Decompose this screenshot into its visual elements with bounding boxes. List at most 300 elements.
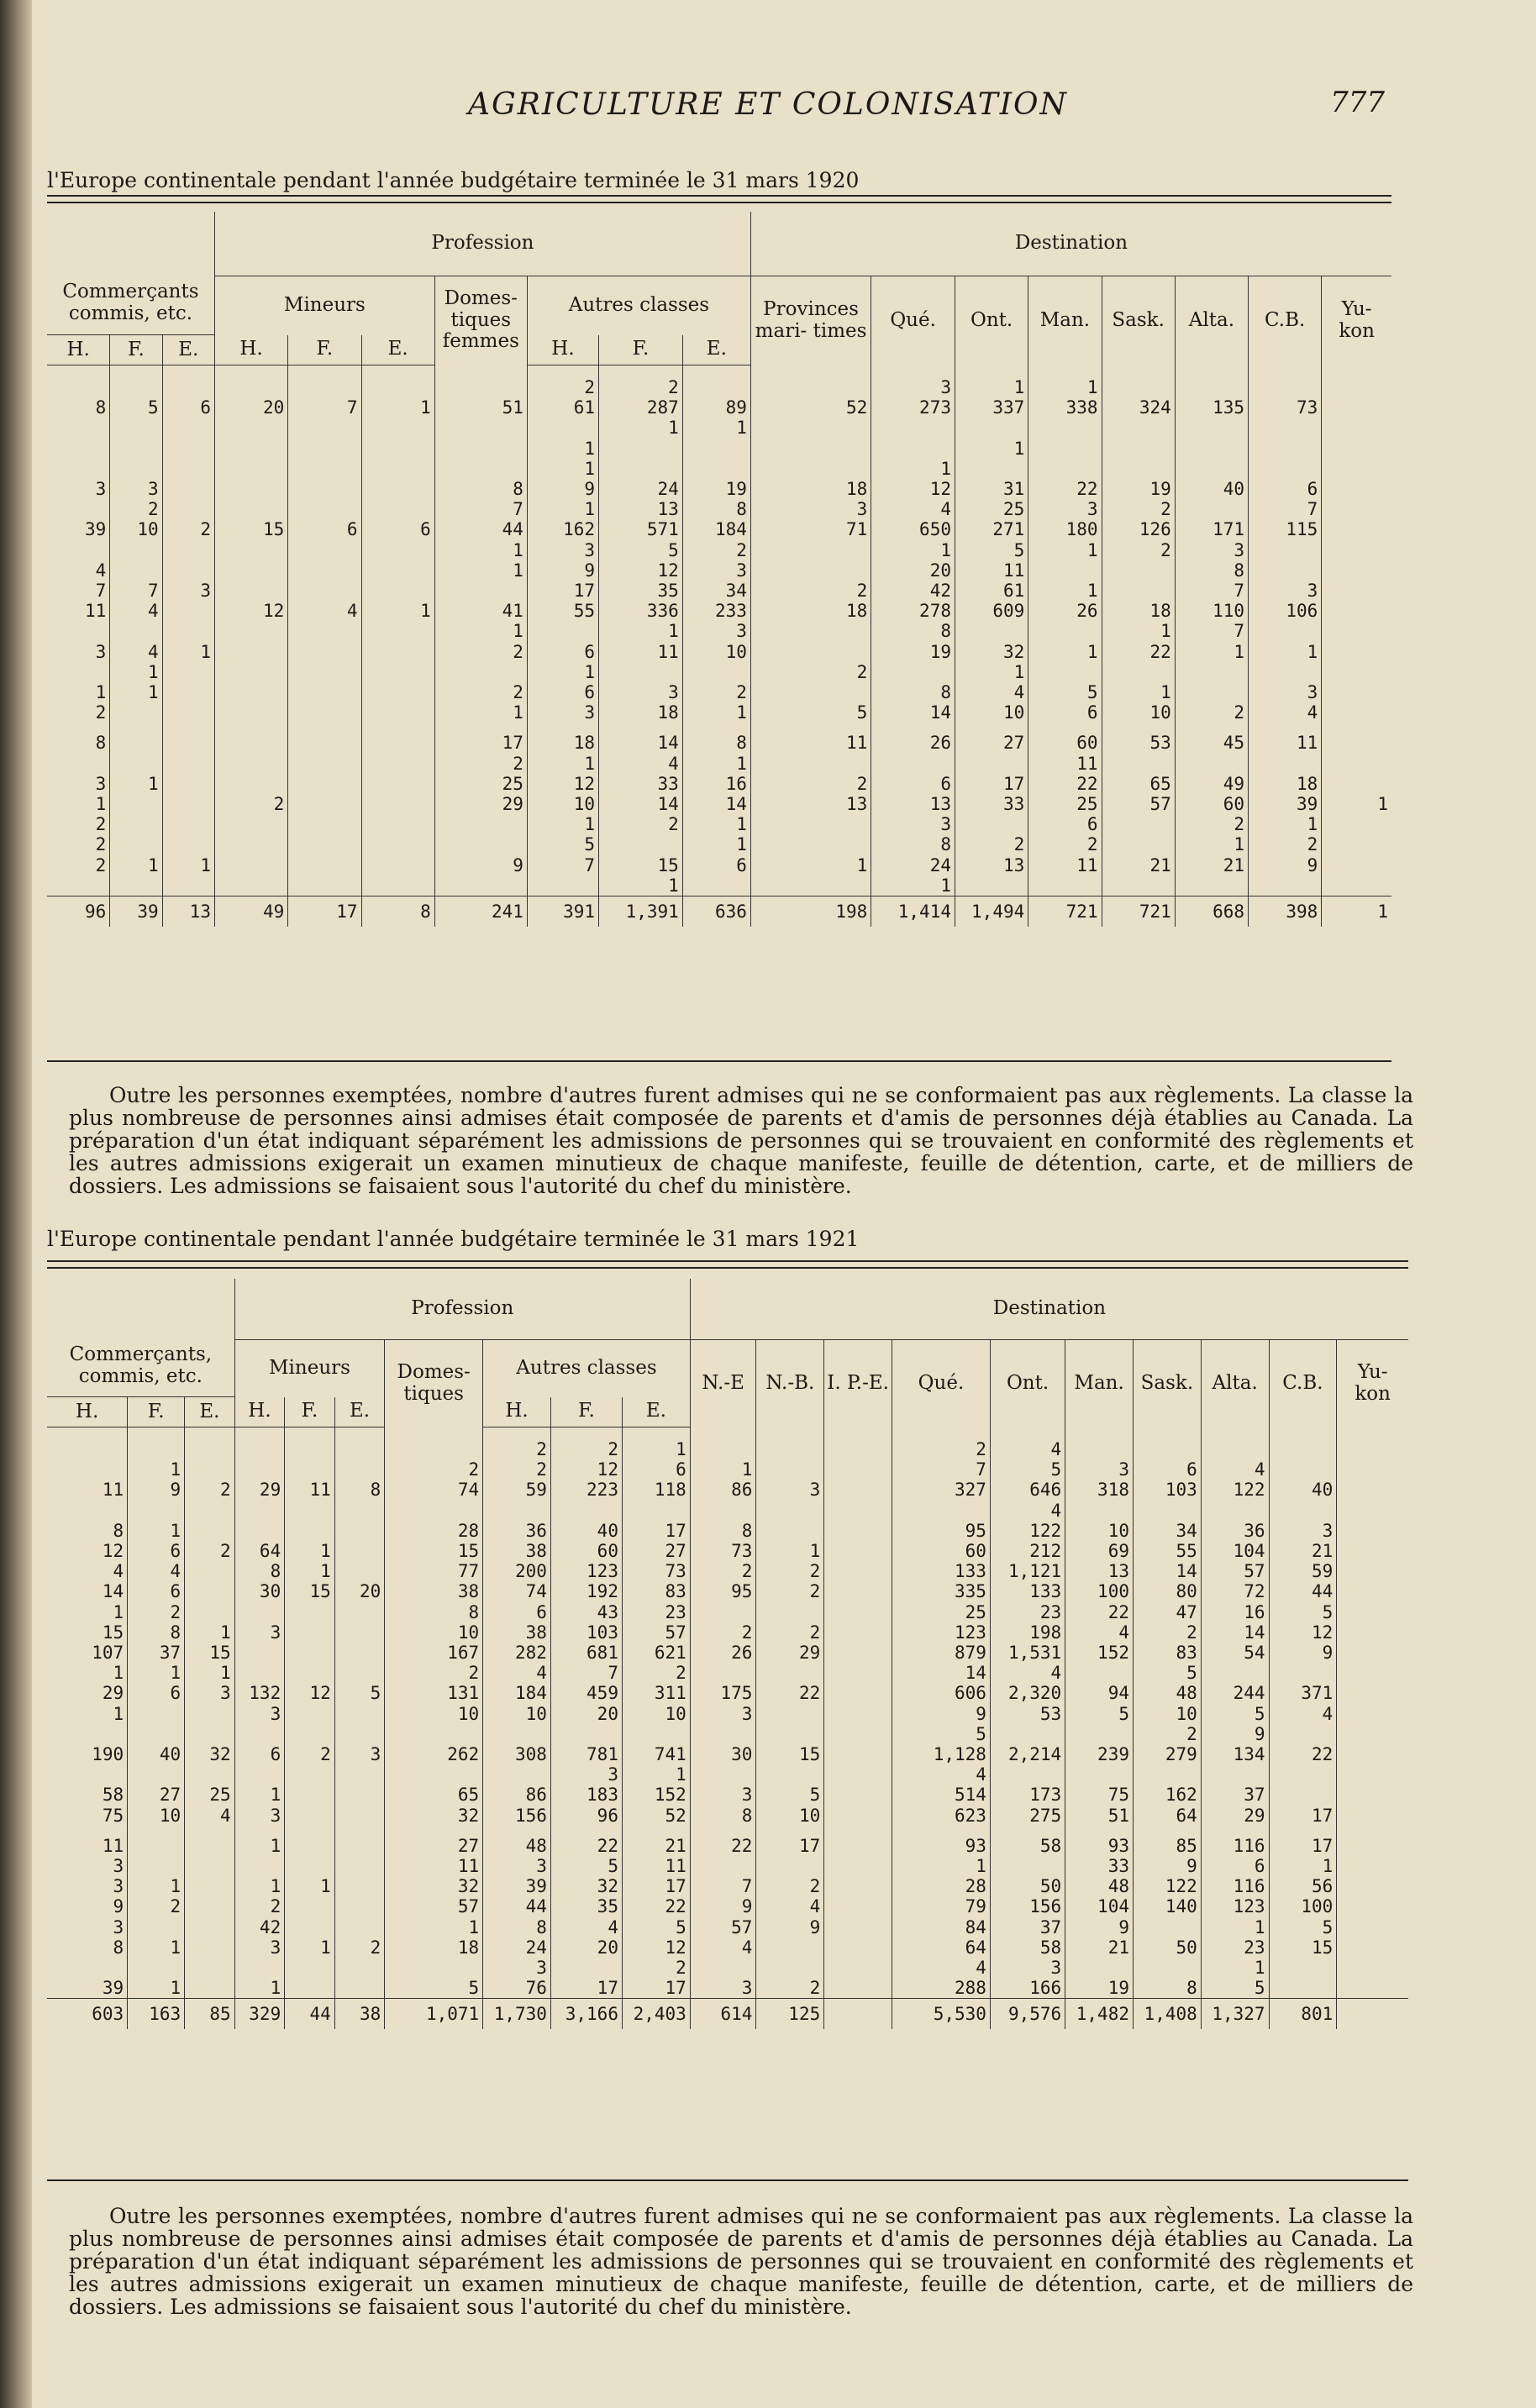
table-cell: 1 (162, 642, 214, 662)
table-cell (334, 1836, 385, 1856)
table-cell (47, 377, 110, 397)
table-cell: 25 (185, 1785, 235, 1805)
table-cell (483, 1427, 551, 1440)
table-cell: 273 (871, 397, 955, 418)
table-cell: 3 (690, 1978, 756, 1999)
table-cell (1322, 814, 1391, 834)
table-cell: 175 (690, 1683, 756, 1703)
table-cell (599, 723, 683, 733)
table-cell: 15 (1269, 1937, 1337, 1958)
table-cell (1322, 581, 1391, 601)
table-cell (824, 1744, 892, 1764)
table-cell: 162 (527, 519, 598, 539)
table-cell (955, 621, 1028, 641)
table-cell (288, 794, 361, 814)
table-cell (824, 1826, 892, 1836)
table-cell (185, 1459, 235, 1480)
table-cell (1028, 365, 1102, 378)
table-cell (128, 1439, 185, 1459)
table-cell (599, 834, 683, 854)
table-cell (1337, 1896, 1408, 1916)
table-cell (1065, 1764, 1134, 1785)
table-cell: 15 (102, 1622, 124, 1643)
table-cell: 2 (128, 1602, 185, 1622)
table-cell: 6 (1249, 479, 1322, 499)
table1-bottom-rule (47, 1060, 1391, 1062)
table-cell: 10 (955, 702, 1028, 723)
table-cell: 25 (1028, 794, 1102, 814)
table-cell: 5 (110, 397, 162, 418)
table-cell: 60 (892, 1541, 991, 1561)
table-cell (550, 1826, 622, 1836)
table-cell: 329 (234, 1999, 285, 2030)
table-cell: 39 (1249, 794, 1322, 814)
table-cell: 1 (682, 834, 750, 854)
table-cell: 5 (599, 540, 683, 560)
table-cell: 1 (1269, 1856, 1337, 1876)
table-cell: 1 (622, 1439, 690, 1459)
table-cell: 1 (128, 1663, 185, 1683)
table-cell: 7 (1175, 621, 1248, 641)
table-cell: 212 (990, 1541, 1065, 1561)
table-cell (990, 1427, 1065, 1440)
table-cell (682, 723, 750, 733)
table-cell: 7 (288, 397, 361, 418)
table-cell (824, 1836, 892, 1856)
table-cell (1249, 459, 1322, 479)
table-cell (288, 621, 361, 641)
table-cell: 1,071 (385, 1999, 483, 2030)
h-header: H. (47, 1397, 128, 1427)
table-cell: 17 (622, 1521, 690, 1541)
table-cell: 4 (110, 601, 162, 621)
table-cell (1322, 540, 1391, 560)
table-cell (288, 875, 361, 896)
table-cell: 3 (162, 581, 214, 601)
table-cell: 59 (483, 1480, 551, 1500)
table-cell: 3 (599, 682, 683, 702)
table-cell (162, 418, 214, 438)
table-cell (1269, 1826, 1337, 1836)
commercants-header: Commerçants, commis, etc. (69, 1343, 213, 1387)
table-cell (756, 1958, 824, 1978)
table-cell (385, 1427, 483, 1440)
table-cell (214, 733, 287, 753)
table-cell (824, 1663, 892, 1683)
table-cell: 39 (85, 519, 107, 540)
table-cell (824, 1724, 892, 1744)
table-cell: 173 (990, 1785, 1065, 1805)
table-cell: 3 (1175, 540, 1248, 560)
table-cell (185, 1896, 235, 1916)
nb-header: N.-B. (756, 1339, 824, 1427)
table-cell (47, 418, 110, 438)
table-row (47, 1501, 1408, 1521)
table-cell (214, 479, 287, 499)
table-cell (162, 682, 214, 702)
table-cell (285, 1439, 335, 1459)
table-cell (434, 834, 527, 854)
table-cell (334, 1917, 385, 1937)
table-cell (288, 365, 361, 378)
table-cell: 4 (990, 1439, 1065, 1459)
table-cell (1175, 377, 1248, 397)
table-cell (110, 794, 162, 814)
table-cell: 1 (892, 1856, 991, 1876)
table-cell: 4 (483, 1663, 551, 1683)
table-cell: 2 (756, 1581, 824, 1601)
table-cell (599, 365, 683, 378)
table-cell (288, 479, 361, 499)
autres-classes-header: Autres classes (527, 276, 750, 335)
table-cell (385, 1958, 483, 1978)
table-cell: 7 (1175, 581, 1248, 601)
table-cell (214, 702, 287, 723)
table-cell: 65 (385, 1785, 483, 1805)
table-cell (47, 1826, 128, 1836)
table-cell: 5 (1133, 1663, 1201, 1683)
table-cell: 2 (234, 1896, 285, 1916)
table-cell (110, 439, 162, 459)
table-cell: 52 (750, 397, 871, 418)
e-header: E. (185, 1397, 235, 1427)
table-row (47, 540, 1391, 560)
table-cell (1337, 1917, 1408, 1937)
table-cell (434, 365, 527, 378)
table-cell: 3 (234, 1622, 285, 1643)
table-cell (527, 418, 598, 438)
table-cell: 122 (1133, 1876, 1201, 1896)
table-cell: 4 (871, 499, 955, 519)
table-cell (1065, 1958, 1134, 1978)
table-row (47, 1541, 1408, 1561)
table-cell (128, 1724, 185, 1744)
table-cell (285, 1704, 335, 1724)
table-cell (288, 560, 361, 581)
table-row (47, 723, 1391, 733)
table-cell: 32 (550, 1876, 622, 1896)
table-cell: 13 (871, 794, 955, 814)
table-cell: 9 (756, 1917, 824, 1937)
table-cell: 5 (385, 1978, 483, 1999)
table-cell: 16 (682, 774, 750, 794)
table-cell: 1 (527, 439, 598, 459)
table-cell (162, 499, 214, 519)
table-cell: 12 (550, 1459, 622, 1480)
table-cell: 244 (1201, 1683, 1269, 1703)
table-cell: 15 (185, 1643, 235, 1663)
table-cell (361, 662, 434, 682)
table-cell (185, 1439, 235, 1459)
e-header: E. (334, 1397, 385, 1427)
table-cell (1322, 621, 1391, 641)
table-cell (110, 459, 162, 479)
table-cell: 84 (892, 1917, 991, 1937)
table-cell (1201, 1439, 1269, 1459)
table-cell: 1 (285, 1937, 335, 1958)
table-cell (1322, 439, 1391, 459)
table-cell (1028, 621, 1102, 641)
table-cell: 44 (1269, 1581, 1337, 1601)
table-cell (1102, 439, 1175, 459)
table-cell (1028, 459, 1102, 479)
table-cell: 3 (95, 479, 107, 500)
table-cell (622, 1427, 690, 1440)
table-cell: 69 (1065, 1541, 1134, 1561)
table-cell: 6 (527, 682, 598, 702)
table-cell: 54 (1201, 1643, 1269, 1663)
table-cell: 10 (1102, 702, 1175, 723)
ont-header: Ont. (990, 1339, 1065, 1427)
table-row (47, 1876, 1408, 1896)
table-row (47, 814, 1391, 834)
table-cell (1028, 439, 1102, 459)
table-cell (361, 754, 434, 774)
table-cell: 287 (599, 397, 683, 418)
table-cell: 24 (599, 479, 683, 499)
table-row (47, 774, 1391, 794)
table-cell (385, 1724, 483, 1744)
table-cell: 11 (750, 733, 871, 753)
table-cell: 3 (483, 1958, 551, 1978)
domestiques-header: Domes- tiques femmes (434, 276, 527, 365)
table-cell (824, 1764, 892, 1785)
table-cell: 18 (599, 702, 683, 723)
alta-header: Alta. (1175, 276, 1248, 365)
table-cell: 2 (756, 1561, 824, 1581)
table-cell (527, 875, 598, 896)
table-cell: 133 (990, 1581, 1065, 1601)
table-cell: 2 (550, 1439, 622, 1459)
table-cell (756, 1826, 824, 1836)
table2-top-rule (47, 1260, 1408, 1269)
table-cell (214, 365, 287, 378)
table-cell: 2 (385, 1459, 483, 1480)
table-cell: 14 (1133, 1561, 1201, 1581)
table-row (47, 621, 1391, 641)
table-cell (434, 875, 527, 896)
table-cell: 7 (95, 581, 107, 602)
table-cell (1065, 1439, 1134, 1459)
table-cell (288, 733, 361, 753)
table-row (47, 418, 1391, 438)
table-cell: 1 (110, 774, 162, 794)
table-cell: 3 (690, 1785, 756, 1805)
table-cell: 93 (892, 1836, 991, 1856)
table-cell: 2,320 (990, 1683, 1065, 1703)
table-cell (361, 365, 434, 378)
table-cell: 40 (128, 1744, 185, 1764)
table-cell: 4 (1249, 702, 1322, 723)
table-cell (162, 875, 214, 896)
table-cell (750, 754, 871, 774)
table-cell: 318 (1065, 1480, 1134, 1500)
table-row (47, 1744, 1408, 1764)
table-cell: 2 (527, 377, 598, 397)
table-cell: 6 (234, 1744, 285, 1764)
table-cell: 20 (334, 1581, 385, 1601)
table-cell (110, 754, 162, 774)
table-cell: 32 (385, 1876, 483, 1896)
table-cell: 4 (1201, 1459, 1269, 1480)
table-cell: 106 (1249, 601, 1322, 621)
table-cell: 1 (95, 794, 107, 815)
table-cell: 64 (892, 1937, 991, 1958)
table-cell (288, 662, 361, 682)
table-cell: 9 (1065, 1917, 1134, 1937)
table-cell (824, 1622, 892, 1643)
table-cell (1102, 365, 1175, 378)
table-cell: 20 (550, 1937, 622, 1958)
table-cell: 14 (892, 1663, 991, 1683)
table-cell: 279 (1133, 1744, 1201, 1764)
table-cell (1322, 418, 1391, 438)
table-cell (185, 1581, 235, 1601)
table-cell: 8 (334, 1480, 385, 1500)
table-cell: 58 (102, 1785, 124, 1806)
table-cell: 6 (871, 774, 955, 794)
table-cell: 10 (110, 519, 162, 539)
table-cell: 2 (434, 642, 527, 662)
table-cell: 21 (1269, 1541, 1337, 1561)
table-cell: 14 (682, 794, 750, 814)
table-cell: 1 (955, 439, 1028, 459)
table-cell: 2 (483, 1459, 551, 1480)
table-cell: 9,576 (990, 1999, 1065, 2030)
table-cell: 3 (1249, 581, 1322, 601)
table-cell: 36 (1201, 1521, 1269, 1541)
table-cell (162, 662, 214, 682)
table-cell: 6 (128, 1581, 185, 1601)
table-cell: 37 (128, 1643, 185, 1663)
table-cell: 1 (128, 1937, 185, 1958)
table-cell: 5 (1201, 1704, 1269, 1724)
table-cell: 311 (622, 1683, 690, 1703)
table-cell (214, 723, 287, 733)
table-cell (47, 723, 110, 733)
table-cell (1102, 459, 1175, 479)
table-cell (361, 642, 434, 662)
table-cell: 636 (682, 896, 750, 928)
table-cell: 1 (871, 875, 955, 896)
table-cell: 1 (234, 1978, 285, 1999)
table-row (47, 1917, 1408, 1937)
table-row (47, 682, 1391, 702)
table-cell (527, 621, 598, 641)
table-cell: 4 (1269, 1704, 1337, 1724)
table-cell: 2 (128, 1896, 185, 1916)
table-cell: 15 (285, 1581, 335, 1601)
table-cell (1201, 1663, 1269, 1683)
table-cell (690, 1501, 756, 1521)
table-cell (234, 1521, 285, 1541)
table-cell: 13 (1065, 1561, 1134, 1581)
table-cell (1028, 560, 1102, 581)
table-cell (1322, 499, 1391, 519)
table-cell (110, 418, 162, 438)
table-cell (434, 662, 527, 682)
table-row (47, 1978, 1408, 1999)
table-cell: 11 (1249, 733, 1322, 753)
table-row (47, 642, 1391, 662)
ne-header: N.-E (690, 1339, 756, 1427)
table-cell: 44 (285, 1999, 335, 2030)
table-cell (385, 1826, 483, 1836)
table-cell: 5 (527, 834, 598, 854)
table-cell: 11 (385, 1856, 483, 1876)
table-cell (1175, 723, 1248, 733)
table-row (47, 855, 1391, 875)
table-cell (892, 1501, 991, 1521)
table-cell: 1 (1249, 642, 1322, 662)
table-cell (110, 723, 162, 733)
table-cell: 9 (1249, 855, 1322, 875)
table-cell: 1,531 (990, 1643, 1065, 1663)
table-cell: 6 (483, 1602, 551, 1622)
table-cell: 2 (483, 1439, 551, 1459)
table2-bottom-rule (47, 2179, 1408, 2181)
table-cell: 1,494 (955, 896, 1028, 928)
table-cell: 3 (334, 1744, 385, 1764)
table-cell (128, 1764, 185, 1785)
table-cell: 14 (1201, 1622, 1269, 1643)
table-cell: 2 (1249, 834, 1322, 854)
table-cell: 76 (483, 1978, 551, 1999)
table-cell: 3 (234, 1704, 285, 1724)
table-cell: 23 (622, 1602, 690, 1622)
table-cell: 29 (1201, 1806, 1269, 1826)
h-header: H. (214, 335, 287, 365)
table-cell (1322, 459, 1391, 479)
table-cell (1337, 1724, 1408, 1744)
table-cell: 1 (95, 682, 107, 703)
table-cell (385, 1501, 483, 1521)
table-cell: 3 (990, 1958, 1065, 1978)
table-cell (756, 1521, 824, 1541)
table-cell: 1 (1201, 1958, 1269, 1978)
table-cell: 14 (599, 794, 683, 814)
table-cell (361, 560, 434, 581)
man-header: Man. (1065, 1339, 1134, 1427)
table-row (47, 1663, 1408, 1683)
table-cell (1201, 1764, 1269, 1785)
table-cell: 2 (750, 581, 871, 601)
table-cell (334, 1561, 385, 1581)
table-cell: 12 (599, 560, 683, 581)
table-cell: 27 (128, 1785, 185, 1805)
table-cell: 614 (690, 1999, 756, 2030)
table-cell (285, 1958, 335, 1978)
h-header: H. (47, 335, 110, 365)
table-cell: 10 (1133, 1704, 1201, 1724)
table-cell: 1 (1322, 896, 1391, 928)
table-cell: 1 (361, 601, 434, 621)
table-cell (47, 621, 110, 641)
table-cell: 1,414 (871, 896, 955, 928)
table-cell (361, 875, 434, 896)
table-cell: 10 (682, 642, 750, 662)
table-cell: 3 (750, 499, 871, 519)
table-cell: 30 (234, 1581, 285, 1601)
table-row (47, 1896, 1408, 1916)
table-cell (824, 1439, 892, 1459)
table-cell (824, 1480, 892, 1500)
table-cell (1337, 1958, 1408, 1978)
table-cell (334, 1826, 385, 1836)
table-cell (434, 377, 527, 397)
table-cell: 2,214 (990, 1744, 1065, 1764)
table-cell (110, 377, 162, 397)
